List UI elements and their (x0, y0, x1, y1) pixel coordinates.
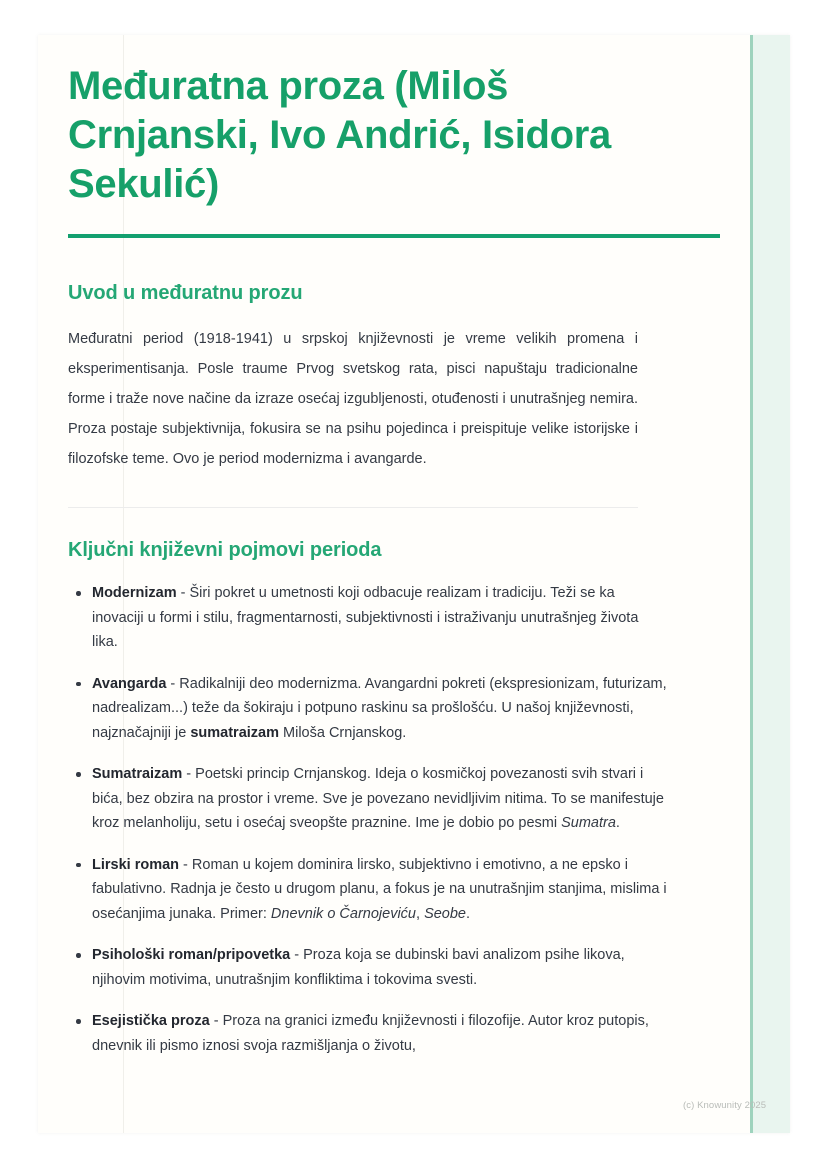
term-dash: - (209, 1013, 223, 1029)
term-name: Esejistička proza (92, 1013, 210, 1029)
term-name: Modernizam (92, 585, 177, 601)
right-accent-line (750, 35, 753, 1133)
term-body: Proza koja se dubinski bavi analizom psihe likova, njihovim motivima, unutrašnjim konfliktima i tokovima svesti. (92, 947, 625, 988)
section-heading-intro: Uvod u međuratnu prozu (68, 282, 303, 304)
term-body: . (615, 815, 620, 831)
list-item (68, 581, 668, 655)
term-name: Lirski roman (92, 856, 180, 873)
document-page (38, 35, 790, 1133)
page-title: Međuratna proza (Miloš Crnjanski, Ivo Andrić, Isidora Sekulić) (68, 64, 611, 206)
term-body: Radikalniji deo modernizma. Avangardni pokreti (ekspresionizam, futurizam, nadrealizam...) teže da šokiraju i potpuno raskinu sa prošlošću. U našoj književnosti, najznačajniji je (92, 675, 667, 741)
term-name: Psihološki roman/pripovetka (92, 947, 291, 963)
term-body: Poetski princip Crnjanskog. Ideja o kosmičkoj povezanosti svih stvari i bića, bez obzira na prostor i vreme. Sve je povezano nevidljivim nitima. To se manifestuje kroz melanholiju, setu i osećaj sveopšte praznine. Ime je dobio po pesmi (92, 766, 664, 831)
term-emphasis: sumatraizam (190, 724, 279, 741)
term-name: Sumatraizam (92, 766, 183, 782)
intro-paragraph: Međuratni period (1918-1941) u srpskoj književnosti je vreme velikih promena i eksperimentisanja. Posle traume Prvog svetskog rata, pisci napuštaju tradicionalne forme i traže nove načine da izraze osećaj izgubljenosti, otuđenosti i unutrašnjeg nemira. Proza postaje subjektivnija, fokusira se na psihu pojedinca i preispituje velike istorijske i filozofske teme. Ovo je period modernizma i avangarde. (68, 331, 638, 467)
term-dash: - (176, 585, 190, 601)
term-body: Miloša Crnjanskog. (279, 724, 407, 741)
term-dash: - (179, 856, 192, 873)
work-title: Dnevnik o Čarnojeviću (270, 905, 416, 922)
title-underline-rule (68, 234, 720, 238)
right-accent-band (753, 35, 790, 1133)
term-body: , (416, 905, 425, 922)
work-title: Seobe (424, 905, 466, 922)
term-body: Roman u kojem dominira lirsko, subjektivno i emotivno, a ne epsko i fabulativno. Radnja je često u drugom planu, a fokus je na unutrašnjim stanjima, mislima i osećanjima junaka. Primer: (92, 856, 667, 922)
watermark: (c) Knowunity 2025 (683, 1100, 767, 1111)
terms-list (68, 581, 668, 1058)
list-item (68, 762, 668, 836)
term-dash: - (166, 675, 180, 692)
spacer (68, 508, 722, 537)
list-item (68, 943, 668, 992)
list-item (68, 853, 668, 927)
work-title: Sumatra (561, 815, 616, 831)
term-dash: - (182, 766, 196, 782)
term-body: . (466, 905, 471, 922)
term-body: Proza na granici između književnosti i filozofije. Autor kroz putopis, dnevnik ili pismo iznosi svoja razmišljanja o životu, (92, 1013, 649, 1054)
list-item (68, 1009, 668, 1058)
section-heading-terms: Ključni književni pojmovi perioda (68, 539, 382, 561)
term-dash: - (290, 947, 304, 963)
page-content (68, 35, 722, 1133)
term-name: Avangarda (92, 675, 167, 692)
term-body: Širi pokret u umetnosti koji odbacuje realizam i tradiciju. Teži se ka inovaciji u formi i stilu, fragmentarnosti, subjektivnosti i istraživanju unutrašnjeg života lika. (92, 585, 639, 650)
list-item (68, 672, 668, 746)
